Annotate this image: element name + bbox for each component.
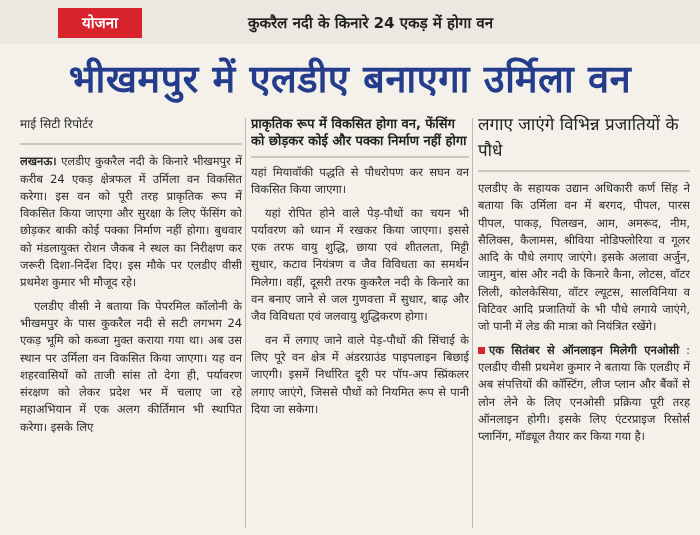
kicker-title: कुकरैल नदी के किनारे 24 एकड़ में होगा वन [248, 14, 494, 32]
divider [20, 143, 242, 145]
paragraph-text: : एलडीए वीसी प्रथमेश कुमार ने बताया कि एलडीए में अब संपत्तियों की कॉस्टिंग, लीज प्लान और बैंकों से लोन लेने के लिए एनओसी प्रक्रिया पूरी तरह ऑनलाइन होगी। इसके लिए एंटरप्राइज रिसोर्स प्लानिंग, मॉड्यूल तैयार कर किया गया है। [478, 342, 690, 444]
reporter-byline: माई सिटी रिपोर्टर [20, 117, 94, 131]
paragraph: यहां रोपित होने वाले पेड़-पौधों का चयन भी पर्यावरण को ध्यान में रखकर किया जाएगा। इससे एक तरफ वायु शुद्धि, छाया एवं शीतलता, मिट्टी सुधार, कटाव नियंत्रण व जैव विविधता का समर्थन मिलेगा। वहीं, दूसरी तरफ कुकरैल नदी के किनारे का वन बनाए जाने से जल गुणवत्ता में सुधार, बाढ़ और जैव विविधता एवं जलवायु शुद्धिकरण होगा। [251, 205, 469, 324]
bullet-square-icon [478, 347, 485, 354]
column-3 [478, 112, 690, 532]
top-banner [0, 0, 700, 44]
column-1 [20, 112, 242, 532]
paragraph: यहां मियावॉकी पद्धति से पौधरोपण कर सघन वन विकसित किया जाएगा। [251, 165, 469, 197]
subheading: प्राकृतिक रूप में विकसित होगा वन, फेंसिंग को छोड़कर कोई और पक्का निर्माण नहीं होगा [251, 116, 469, 158]
column-divider [472, 118, 473, 528]
paragraph: वन में लगाए जाने वाले पेड़-पौधों की सिंचाई के लिए पूरे वन क्षेत्र में अंडरग्राउंड पाइपलाइन बिछाई जाएगी। इसमें निर्धारित दूरी पर पॉप-अप स्प्रिंकलर लगाए जाएंगे, जिससे पौधों को नियमित रूप से पानी दिया जा सकेगा। [251, 332, 469, 416]
subheading: लगाए जाएंगे विभिन्न प्रजातियों के पौधे [478, 112, 690, 172]
section-tag: योजना [58, 8, 142, 38]
paragraph: एलडीए के सहायक उद्यान अधिकारी कर्ण सिंह ने बताया कि उर्मिला वन में बरगद, पीपल, पारस पीपल, पाकड़, पिलखन, आम, अमरूद, नीम, सैलिक्स, कैलामस, श्रीविया नोडिफ्लोरिया व गूलर आदि के पौधे लगाए जाएंगे। इसके अलावा अर्जुन, जामुन, बांस और नदी के किनारे कैना, लोटस, वॉटर लिली, कोलकेसिया, वॉटर ल्यूटस, सालविनिया व विटिवर आदि प्रजातियों के भी पौधे लगाये जाएंगे, जो पानी में लेड की मात्रा को नियंत्रित रखेंगे। [478, 181, 690, 334]
paragraph-text: एलडीए कुकरैल नदी के किनारे भीखमपुर में करीब 24 एकड़ क्षेत्रफल में उर्मिला वन विकसित करेगा। इस वन को पूरी तरह प्राकृतिक रूप में विकसित किया जाएगा और सुरक्षा के लिए फेंसिंग को छोड़कर बाकी कोई पक्का निर्माण नहीं होगा। बुधवार को मंडलायुक्त रोशन जैकब ने स्थल का निरीक्षण कर जरूरी दिशा-निर्देश दिए। इस मौके पर एलडीए वीसी प्रथमेश कुमार भी मौजूद रहे। [20, 154, 242, 290]
dateline: लखनऊ। [20, 154, 57, 169]
column-2 [251, 112, 469, 532]
headline: भीखमपुर में एलडीए बनाएगा उर्मिला वन [68, 57, 632, 101]
column-divider [245, 118, 246, 528]
paragraph [20, 153, 242, 291]
paragraph [478, 342, 690, 446]
bullet-heading: एक सितंबर से ऑनलाइन मिलेगी एनओसी [489, 342, 680, 357]
paragraph: एलडीए वीसी ने बताया कि पेपरमिल कॉलोनी के भीखमपुर के पास कुकरैल नदी से सटी लगभग 24 एकड़ भूमि को कब्जा मुक्त कराया गया था। अब उस स्थान पर उर्मिला वन विकसित किया जाएगा। यह वन शहरवासियों को ताजी सांस तो देगा ही, पर्यावरण संरक्षण को लेकर प्रदेश भर में चलाए जा रहे महाअभियान में एक अलग कीर्तिमान भी स्थापित करेगा। इसके लिए [20, 298, 242, 434]
